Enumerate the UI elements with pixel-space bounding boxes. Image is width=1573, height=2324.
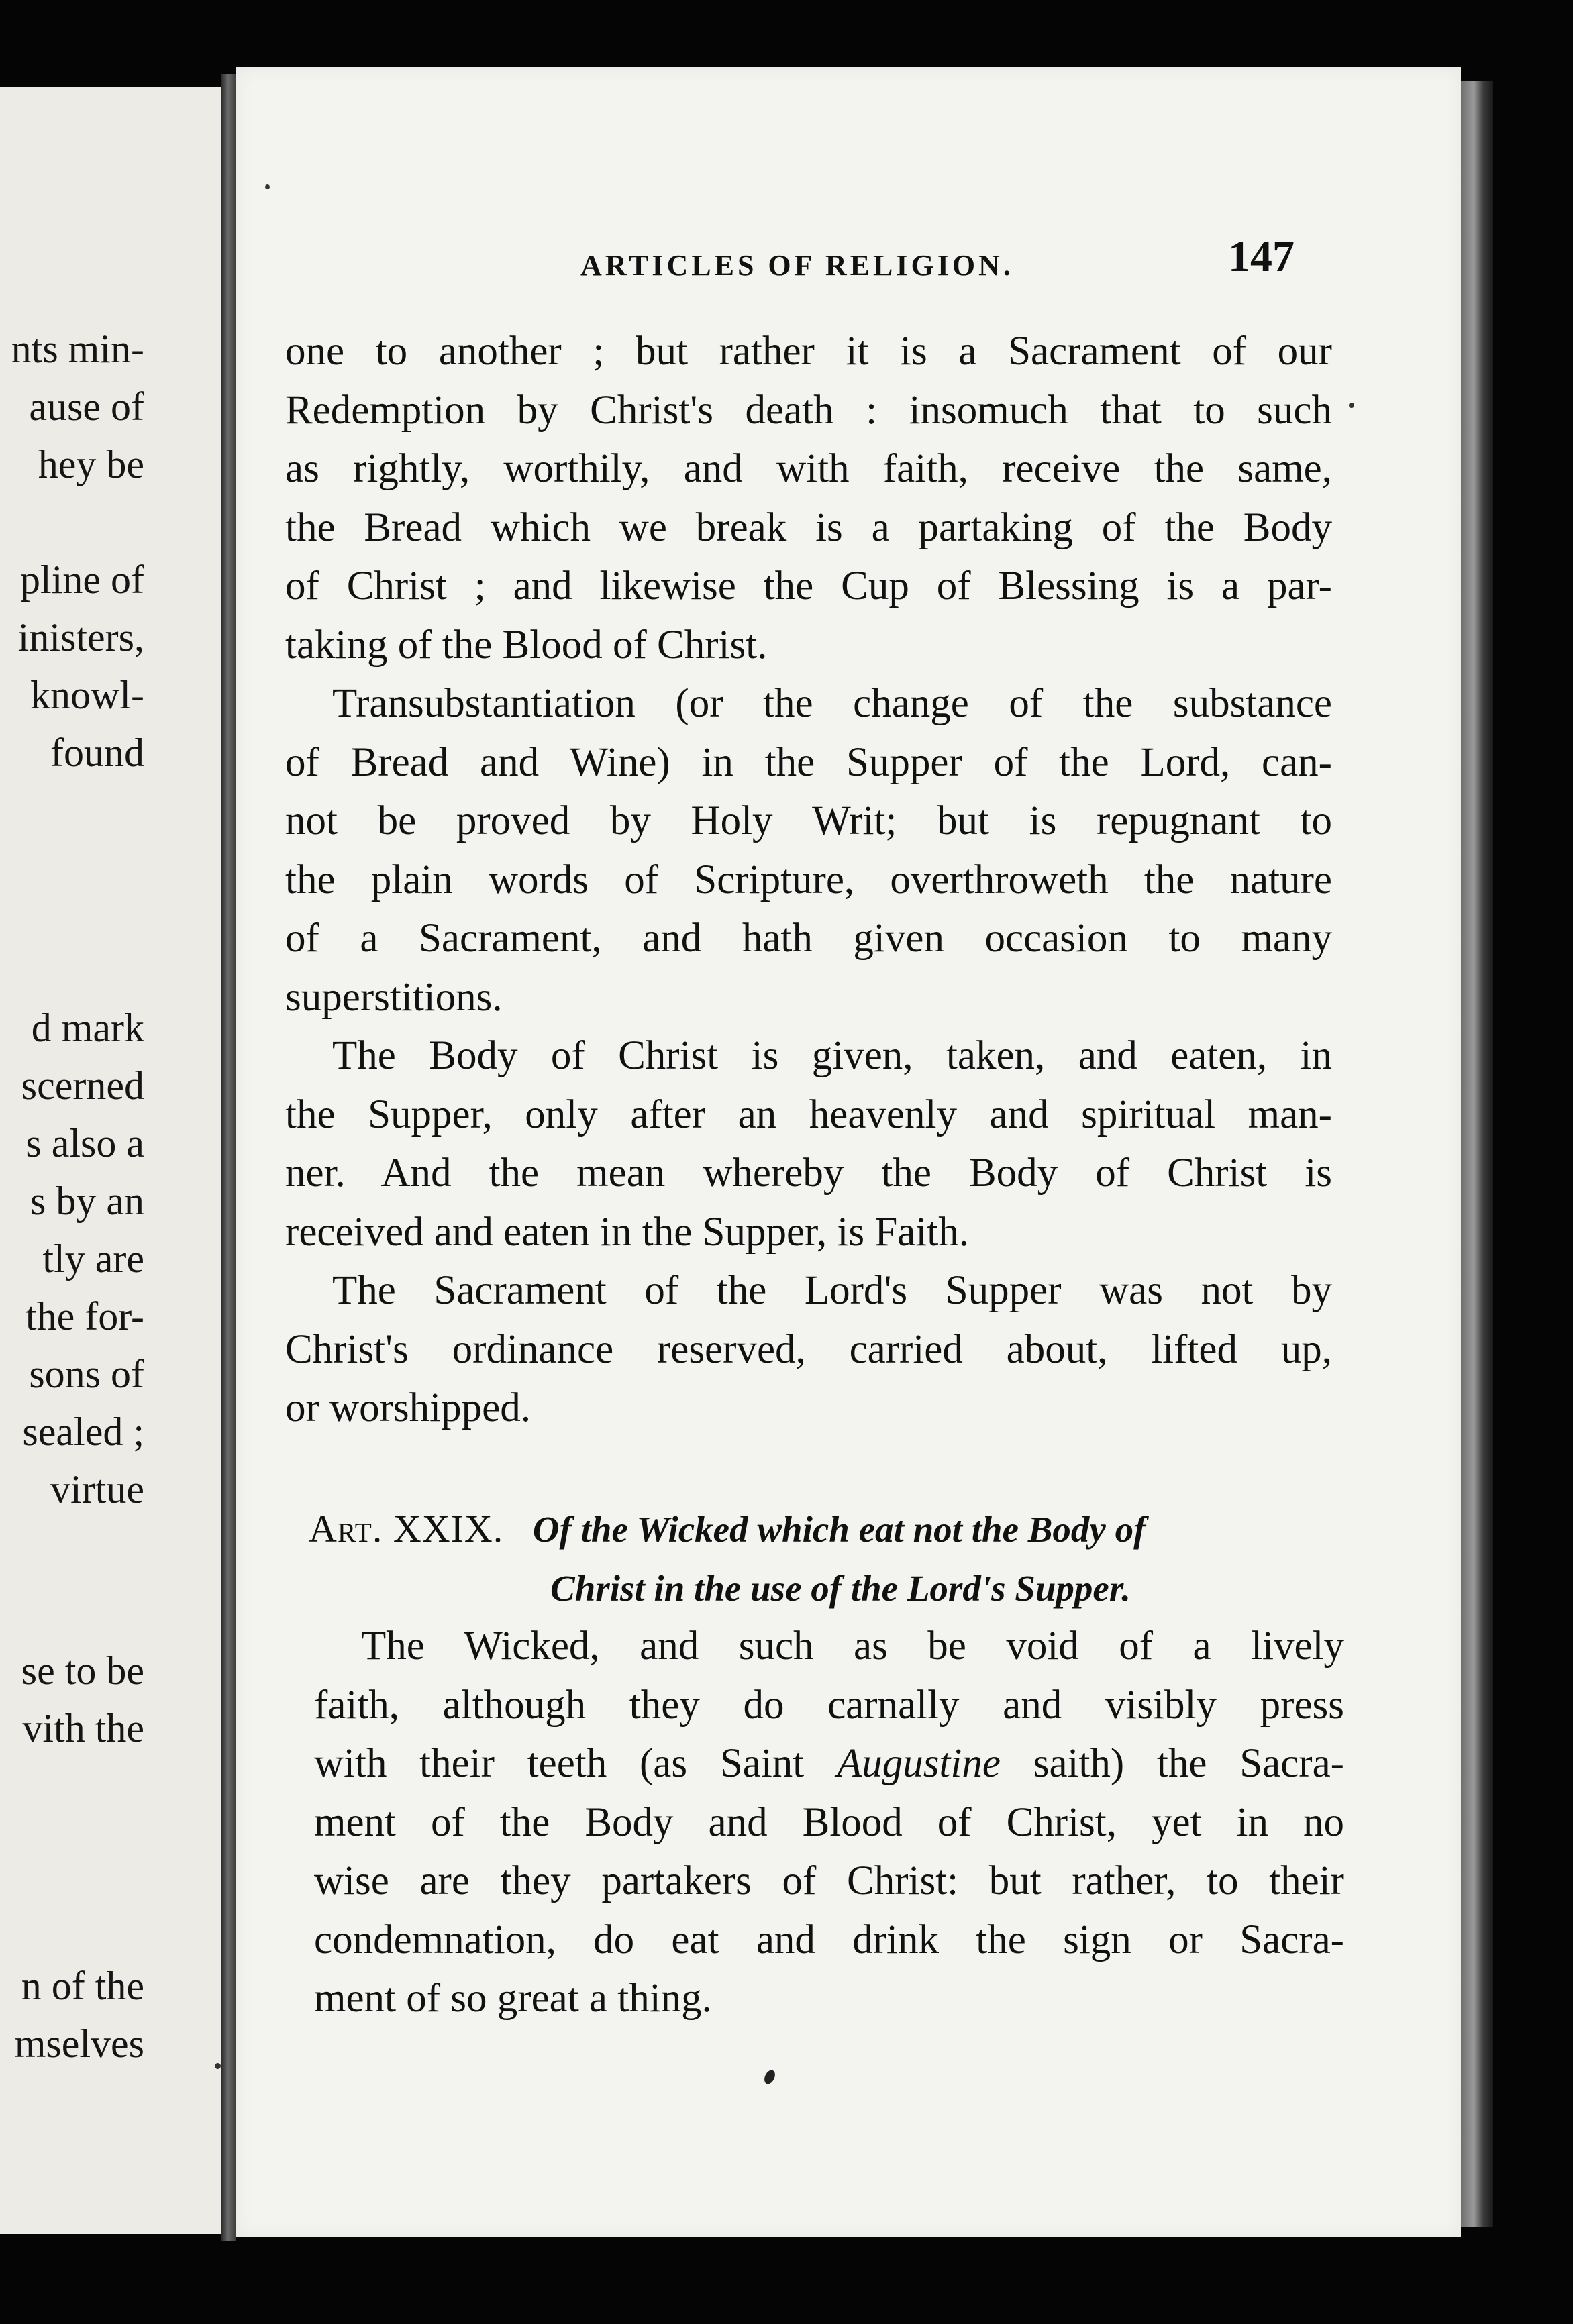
left-page-line: tly are xyxy=(42,1236,144,1281)
paragraph xyxy=(314,1617,1344,2028)
text-line: ner. And the mean whereby the Body of Christ is xyxy=(285,1151,1332,1196)
text-line: of a Sacrament, and hath given occasion to many xyxy=(285,916,1332,961)
text-fragment: saith) the Sacra- xyxy=(1000,1741,1344,1786)
paragraph xyxy=(285,1261,1332,1438)
paragraph xyxy=(285,1026,1332,1261)
text-line xyxy=(314,1734,1344,1793)
text-line: superstitions. xyxy=(285,974,503,1020)
text-line: the Bread which we break is a partaking of the Body xyxy=(285,505,1332,550)
text-fragment: with their teeth (as Saint xyxy=(314,1741,837,1786)
text-line: The Body of Christ is given, taken, and eaten, in xyxy=(332,1033,1332,1078)
left-page-line: found xyxy=(50,731,144,775)
left-page-line: inisters, xyxy=(17,615,144,659)
left-page-line: scerned xyxy=(21,1063,144,1108)
article-28-text xyxy=(285,322,1332,1438)
left-page-line: pline of xyxy=(20,558,144,602)
text-line: ment of so great a thing. xyxy=(314,1976,712,2021)
left-page-line: mselves xyxy=(14,2021,144,2066)
text-line: The Wicked, and such as be void of a lively xyxy=(361,1624,1344,1669)
text-line: Transubstantiation (or the change of the substance xyxy=(332,681,1332,726)
left-page-line: n of the xyxy=(21,1964,144,2008)
left-page-line: the for- xyxy=(25,1294,144,1338)
left-page-fragment xyxy=(0,87,225,2234)
text-line: received and eaten in the Supper, is Faith. xyxy=(285,1209,969,1255)
text-line: of Bread and Wine) in the Supper of the Lord, can- xyxy=(285,739,1332,785)
text-line: ment of the Body and Blood of Christ, yet in no xyxy=(314,1799,1344,1845)
book-gutter xyxy=(221,74,236,2241)
left-page-line: nts min- xyxy=(11,327,144,371)
article-29-text xyxy=(314,1617,1344,2028)
left-page-line: sealed ; xyxy=(22,1410,144,1454)
page-edge xyxy=(1461,81,1493,2227)
italic-name: Augustine xyxy=(836,1741,1001,1786)
text-line: the Supper, only after an heavenly and spiritual man- xyxy=(285,1092,1332,1137)
text-line: or worshipped. xyxy=(285,1385,531,1430)
left-page-line: s also a xyxy=(26,1121,144,1165)
left-page-line: s by an xyxy=(30,1179,144,1223)
left-page-line: d mark xyxy=(31,1006,144,1050)
left-page-line: vith the xyxy=(22,1706,144,1750)
article-heading-line xyxy=(309,1499,1332,1559)
text-line: Christ's ordinance reserved, carried about, lifted up, xyxy=(285,1326,1332,1372)
text-line: not be proved by Holy Writ; but is repugnant to xyxy=(285,798,1332,843)
running-head: ARTICLES OF RELIGION. xyxy=(580,249,1014,282)
ink-speck xyxy=(265,184,270,189)
text-line: The Sacrament of the Lord's Supper was not by xyxy=(332,1268,1332,1313)
text-line: as rightly, worthily, and with faith, receive the same, xyxy=(285,446,1332,491)
left-page-line: hey be xyxy=(38,442,144,486)
paragraph xyxy=(285,674,1332,1026)
ink-speck xyxy=(215,2063,221,2069)
left-page-line: virtue xyxy=(50,1467,144,1512)
article-title-part: Of the Wicked which eat not the Body of xyxy=(532,1509,1146,1550)
text-line: taking of the Blood of Christ. xyxy=(285,622,768,668)
text-line: Redemption by Christ's death : insomuch that to such xyxy=(285,387,1332,433)
article-number: Art. XXIX. xyxy=(309,1507,504,1550)
text-line: one to another ; but rather it is a Sacrament of our xyxy=(285,329,1332,374)
page-number: 147 xyxy=(1228,232,1295,281)
article-heading xyxy=(309,1499,1332,1618)
article-title-part: Christ in the use of the Lord's Supper. xyxy=(550,1568,1131,1609)
text-line: of Christ ; and likewise the Cup of Blessing is a par- xyxy=(285,564,1332,609)
text-line: wise are they partakers of Christ: but rather, to their xyxy=(314,1858,1344,1903)
text-line: condemnation, do eat and drink the sign or Sacra- xyxy=(314,1917,1344,1962)
left-page-line: sons of xyxy=(29,1352,144,1396)
left-page-line: ause of xyxy=(29,384,144,429)
left-page-line: se to be xyxy=(21,1648,144,1693)
left-page-line: knowl- xyxy=(30,673,144,717)
paragraph xyxy=(285,322,1332,674)
ink-speck xyxy=(1349,403,1354,408)
text-line: faith, although they do carnally and visibly press xyxy=(314,1682,1344,1728)
text-line: the plain words of Scripture, overthroweth the nature xyxy=(285,857,1332,902)
